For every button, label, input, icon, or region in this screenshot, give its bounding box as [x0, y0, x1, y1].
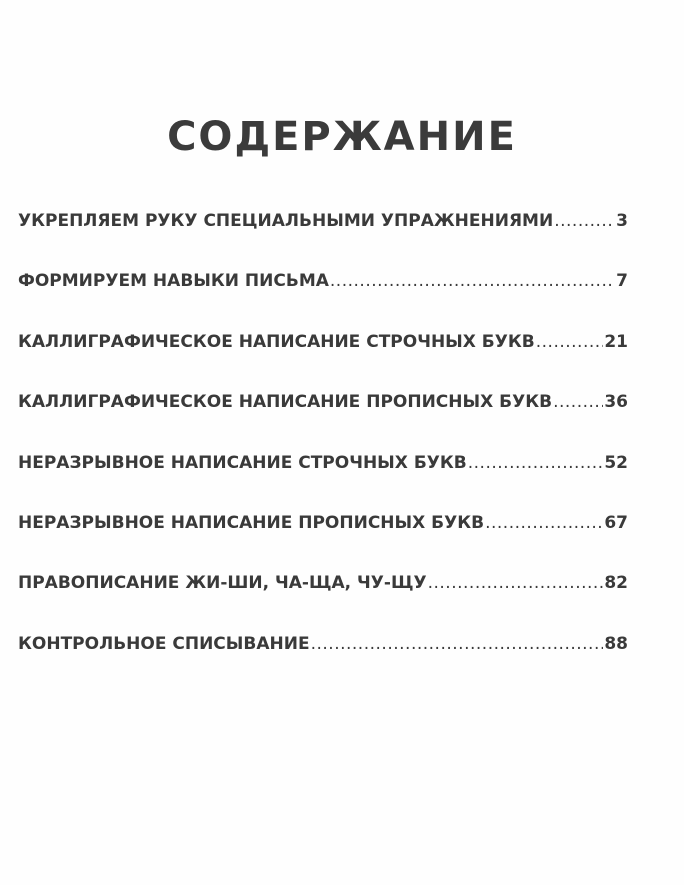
- toc-entry: [18, 332, 628, 362]
- toc-dot-leader: [485, 513, 603, 533]
- toc-entry-page: 67: [604, 512, 628, 533]
- toc-entry-title: КОНТРОЛЬНОЕ СПИСЫВАНИЕ: [18, 633, 310, 654]
- toc-entry-page: 36: [604, 392, 628, 413]
- toc-dot-leader: [536, 332, 604, 352]
- toc-entry-page: 52: [604, 452, 628, 473]
- toc-dot-leader: [553, 392, 603, 412]
- toc-entry: [18, 634, 628, 664]
- toc-entry-page: 88: [604, 633, 628, 654]
- toc-entry: [18, 573, 628, 603]
- toc-dot-leader: [330, 271, 615, 291]
- toc-entry-title: НЕРАЗРЫВНОЕ НАПИСАНИЕ СТРОЧНЫХ БУКВ: [18, 452, 467, 473]
- toc-dot-leader: [468, 453, 604, 473]
- toc-entry: [18, 271, 628, 301]
- toc-entry: [18, 453, 628, 483]
- toc-entry: [18, 513, 628, 543]
- toc-entry-title: ПРАВОПИСАНИЕ ЖИ-ШИ, ЧА-ЩА, ЧУ-ЩУ: [18, 573, 427, 594]
- table-of-contents: [18, 211, 628, 694]
- toc-dot-leader: [554, 211, 615, 231]
- toc-entry: [18, 211, 628, 241]
- page-title: СОДЕРЖАНИЕ: [167, 114, 517, 160]
- toc-entry-title: УКРЕПЛЯЕМ РУКУ СПЕЦИАЛЬНЫМИ УПРАЖНЕНИЯМИ: [18, 211, 554, 231]
- toc-entry-title: ФОРМИРУЕМ НАВЫКИ ПИСЬМА: [18, 271, 329, 292]
- toc-entry-page: 21: [604, 331, 628, 352]
- toc-entry: [18, 392, 628, 422]
- toc-entry-title: КАЛЛИГРАФИЧЕСКОЕ НАПИСАНИЕ ПРОПИСНЫХ БУКВ: [18, 392, 553, 413]
- toc-entry-page: 3: [616, 211, 628, 231]
- toc-dot-leader: [428, 573, 604, 593]
- toc-dot-leader: [311, 634, 604, 654]
- toc-entry-page: 7: [616, 271, 628, 292]
- toc-entry-page: 82: [604, 573, 628, 594]
- toc-entry-title: КАЛЛИГРАФИЧЕСКОЕ НАПИСАНИЕ СТРОЧНЫХ БУКВ: [18, 331, 535, 352]
- toc-entry-title: НЕРАЗРЫВНОЕ НАПИСАНИЕ ПРОПИСНЫХ БУКВ: [18, 512, 485, 533]
